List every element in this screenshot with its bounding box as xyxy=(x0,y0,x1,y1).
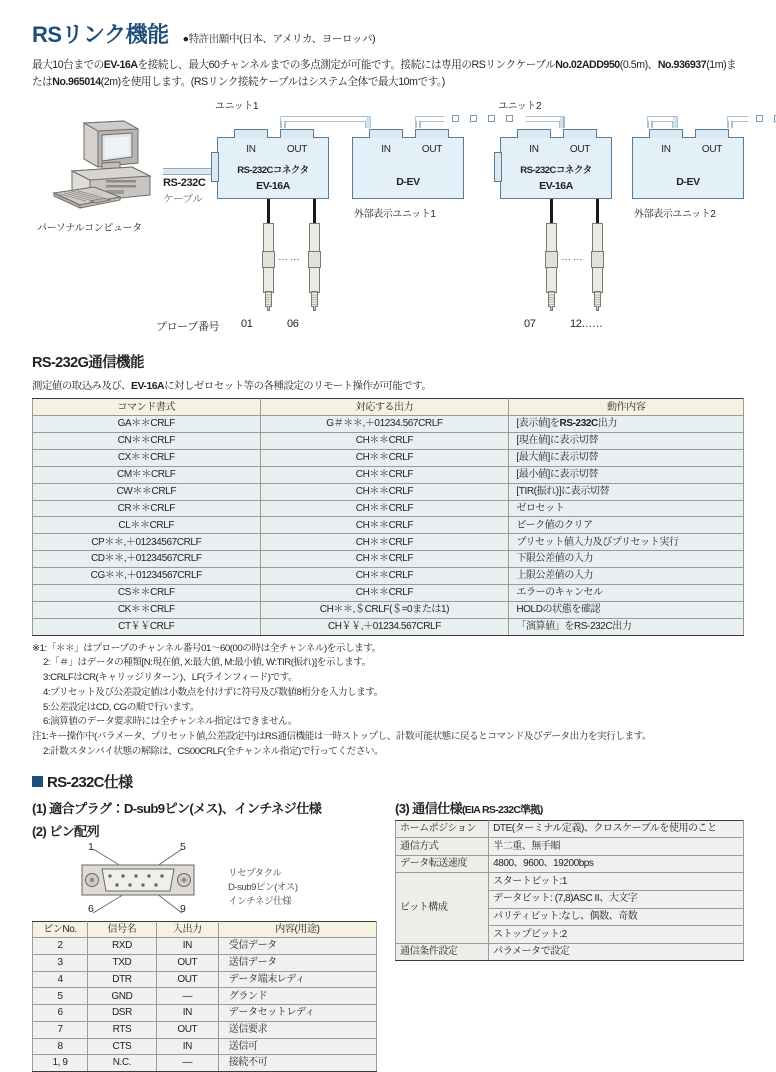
pin-table-header-row xyxy=(33,921,377,938)
cell-signal-name: RXD xyxy=(88,938,157,955)
col-description: 内容(用途) xyxy=(218,921,376,938)
col-pin-no: ピンNo. xyxy=(33,921,88,938)
cell-output: CH￥￥,＋01234.567CRLF xyxy=(260,618,509,635)
cell-io: IN xyxy=(156,1038,218,1055)
pin-assignment-table xyxy=(32,921,377,1072)
command-table-header-row xyxy=(33,399,744,416)
table-row xyxy=(33,955,377,972)
table-row xyxy=(396,873,744,891)
cell-pin-no: 8 xyxy=(33,1038,88,1055)
cell-description: グランド xyxy=(218,988,376,1005)
cell-spec-label: ホームポジション xyxy=(396,820,489,838)
table-row xyxy=(33,517,744,534)
unit2-label: ユニット2 xyxy=(498,101,542,113)
cell-signal-name: RTS xyxy=(88,1021,157,1038)
cell-pin-no: 1, 9 xyxy=(33,1055,88,1072)
cable-dash-4 xyxy=(506,115,513,122)
table-row xyxy=(33,584,744,601)
cell-description: 送信可 xyxy=(218,1038,376,1055)
cell-action: [最小値]に表示切替 xyxy=(509,466,744,483)
command-notes xyxy=(32,642,744,760)
cell-spec-value: パラメータで設定 xyxy=(489,943,744,961)
comm-sub-model: EV-16A xyxy=(131,381,165,393)
cell-command-format: CP＊＊,＋01234567CRLF xyxy=(33,534,261,551)
cell-spec-label: 通信方式 xyxy=(396,838,489,856)
col-output: 対応する出力 xyxy=(260,399,509,416)
note-7: 注1:キー操作中(パラメータ、プリセット値,公差設定中)はRS通信機能は一時ストップし、計数可能状態に戻るとコマンド及びデータ出力を実行します。 xyxy=(32,731,652,743)
table-row xyxy=(33,466,744,483)
dev-name-1: D-EV xyxy=(396,176,420,189)
note-4: 4:プリセット及び公差設定値は小数点を付けずに符号及び数値8桁分を入力します。 xyxy=(43,686,383,698)
col-command-format: コマンド書式 xyxy=(33,399,261,416)
col-action: 動作内容 xyxy=(509,399,744,416)
communication-spec-table xyxy=(395,820,744,962)
cell-output: CH＊＊CRLF xyxy=(260,517,509,534)
cell-spec-value: スタートビット:1 xyxy=(489,873,744,891)
note-2: 2:「＃」はデータの種類[N:現在値, X:最大値, M:最小値, W:TIR(振れ)]を示します。 xyxy=(43,657,371,669)
probe-06 xyxy=(309,199,320,315)
note-6: 6:演算値のデータ要求時には全チャンネル指定はできません。 xyxy=(43,716,297,728)
spec-item-3 xyxy=(395,798,744,817)
cell-pin-no: 3 xyxy=(33,955,88,972)
ev16a-name-2: EV-16A xyxy=(539,180,573,193)
cell-command-format: CT￥￥CRLF xyxy=(33,618,261,635)
lead-text-4: (1m)ま xyxy=(706,59,737,71)
table-row xyxy=(33,433,744,450)
cell-command-format: CR＊＊CRLF xyxy=(33,500,261,517)
cell-action: ゼロセット xyxy=(509,500,744,517)
comm-section-heading: RS-232G通信機能 xyxy=(32,355,144,372)
page-header xyxy=(32,0,744,46)
rs-link-diagram xyxy=(32,97,744,345)
in-port-label-1: IN xyxy=(246,144,256,156)
cell-pin-no: 6 xyxy=(33,1005,88,1022)
dsub-pin-number-9: 9 xyxy=(180,902,186,915)
lead-cable-3: No.965014 xyxy=(52,76,101,89)
probe-number-07: 07 xyxy=(524,318,536,331)
cell-action: [TIR(振れ)]に表示切替 xyxy=(509,483,744,500)
comm-sub-1: 測定値の取込み及び、 xyxy=(32,381,131,393)
dev1-caption: 外部表示ユニット1 xyxy=(354,209,436,221)
cell-io: IN xyxy=(156,1005,218,1022)
out-port-label-1: OUT xyxy=(286,144,308,156)
spec-item-3-main: (3) 通信仕様 xyxy=(395,800,462,816)
spec-heading-text: RS-232C仕様 xyxy=(47,773,133,791)
cell-io: IN xyxy=(156,938,218,955)
cell-pin-no: 2 xyxy=(33,938,88,955)
cell-pin-no: 7 xyxy=(33,1021,88,1038)
spec-item-3-sub: (EIA RS-232C準拠) xyxy=(461,803,543,816)
out-port-label-2: OUT xyxy=(421,144,443,156)
lead-text-2: を接続し、最大60チャンネルまでの多点測定が可能です。接続には専用のRSリンクケーブル xyxy=(137,59,556,71)
cell-action: [表示値]をRS-232C出力 xyxy=(509,416,744,433)
page-title: RSリンク機能 xyxy=(32,22,169,47)
cell-io: — xyxy=(156,988,218,1005)
table-row xyxy=(33,416,744,433)
table-row xyxy=(33,483,744,500)
probe-07 xyxy=(546,199,557,315)
spec-section-heading xyxy=(32,771,744,792)
cable-dash-3 xyxy=(488,115,495,122)
table-row xyxy=(396,820,744,838)
cell-spec-value: DTE(ターミナル定義)、クロスケーブルを使用のこと xyxy=(489,820,744,838)
cell-command-format: CW＊＊CRLF xyxy=(33,483,261,500)
table-row xyxy=(33,938,377,955)
cell-description: データ端末レディ xyxy=(218,971,376,988)
table-row xyxy=(33,1005,377,1022)
cell-io: OUT xyxy=(156,971,218,988)
cell-output: CH＊＊CRLF xyxy=(260,483,509,500)
cell-command-format: CS＊＊CRLF xyxy=(33,584,261,601)
table-row xyxy=(33,971,377,988)
cell-spec-label: ビット構成 xyxy=(396,873,489,943)
cell-signal-name: CTS xyxy=(88,1038,157,1055)
dsub-pin-number-6: 6 xyxy=(88,902,94,915)
cell-spec-value: ストップビット:2 xyxy=(489,926,744,944)
cell-signal-name: GND xyxy=(88,988,157,1005)
table-row xyxy=(33,568,744,585)
receptacle-line-2: D-sub9ピン(オス) xyxy=(228,881,298,893)
ev16a-connector-label-1: RS-232Cコネクタ xyxy=(237,165,309,177)
lead-text-6: (2m)を使用します。(RSリンク接続ケーブルはシステム全体で最大10mです。) xyxy=(100,76,445,89)
probe-number-12: 12…… xyxy=(570,318,603,331)
table-row xyxy=(33,1038,377,1055)
cell-spec-value: データビット: (7,8)ASC II、大文字 xyxy=(489,891,744,909)
patent-note: ●特許出願中(日本、アメリカ、ヨーロッパ) xyxy=(182,33,376,45)
in-port-label-4: IN xyxy=(661,144,671,156)
cell-command-format: GA＊＊CRLF xyxy=(33,416,261,433)
table-row xyxy=(33,551,744,568)
probe-ellipsis-2: …… xyxy=(561,252,585,264)
bullet-square-icon xyxy=(32,776,43,787)
cell-spec-value: 半二重、無手順 xyxy=(489,838,744,856)
cell-output: CH＊＊CRLF xyxy=(260,500,509,517)
cable-dash-5 xyxy=(756,115,763,122)
spec-item-1: (1) 適合プラグ：D-sub9ピン(メス)、インチネジ仕様 xyxy=(32,800,322,816)
cell-pin-no: 5 xyxy=(33,988,88,1005)
table-row xyxy=(396,855,744,873)
unit1-label: ユニット1 xyxy=(215,101,259,113)
table-row xyxy=(33,601,744,618)
cell-output: CH＊＊CRLF xyxy=(260,466,509,483)
probe-number-06: 06 xyxy=(287,318,299,331)
cell-action: ピーク値のクリア xyxy=(509,517,744,534)
dsub-pin-number-5: 5 xyxy=(180,840,186,853)
dsub-pin-number-1: 1 xyxy=(88,840,94,853)
table-row xyxy=(33,449,744,466)
probe-number-01: 01 xyxy=(241,318,253,331)
cell-command-format: CD＊＊,＋01234567CRLF xyxy=(33,551,261,568)
col-io: 入出力 xyxy=(156,921,218,938)
cell-command-format: CM＊＊CRLF xyxy=(33,466,261,483)
cell-output: G＃＊＊,＋01234.567CRLF xyxy=(260,416,509,433)
cell-output: CH＊＊CRLF xyxy=(260,534,509,551)
note-1: ※1:「＊＊」はプローブのチャンネル番号01〜60(00の時は全チャンネル)を示します。 xyxy=(32,642,381,654)
cell-io: OUT xyxy=(156,1021,218,1038)
receptacle-caption xyxy=(228,867,298,909)
receptacle-line-1: リセプタクル xyxy=(228,867,282,879)
lead-text-1: 最大10台までの xyxy=(32,59,104,71)
cell-output: CH＊＊CRLF xyxy=(260,551,509,568)
table-row xyxy=(396,838,744,856)
cell-spec-label: 通信条件設定 xyxy=(396,943,489,961)
receptacle-line-3: インチネジ仕様 xyxy=(228,895,292,907)
table-row xyxy=(33,534,744,551)
cell-io: OUT xyxy=(156,955,218,972)
lead-model: EV-16A xyxy=(103,59,138,71)
out-port-label-4: OUT xyxy=(701,144,723,156)
cell-action: HOLDの状態を確認 xyxy=(509,601,744,618)
lead-cable-1: No.02ADD950 xyxy=(555,59,620,71)
cell-output: CH＊＊CRLF xyxy=(260,433,509,450)
cell-description: 接続不可 xyxy=(218,1055,376,1072)
ev16a-connector-label-2: RS-232Cコネクタ xyxy=(520,165,592,177)
cell-action: 上限公差値の入力 xyxy=(509,568,744,585)
cable-dash-2 xyxy=(470,115,477,122)
cell-description: 送信データ xyxy=(218,955,376,972)
table-row xyxy=(396,943,744,961)
probe-12 xyxy=(592,199,603,315)
comm-sub-2: に対しゼロセット等の各種設定のリモート操作が可能です。 xyxy=(164,381,432,393)
cell-output: CH＊＊CRLF xyxy=(260,568,509,585)
spec-columns xyxy=(32,794,744,1072)
probe-01 xyxy=(263,199,274,315)
comm-section-subtitle xyxy=(32,377,744,392)
cell-description: データセットレディ xyxy=(218,1005,376,1022)
cell-signal-name: DSR xyxy=(88,1005,157,1022)
cell-spec-label: データ転送速度 xyxy=(396,855,489,873)
rs-link-cables xyxy=(32,97,776,227)
probe-number-caption: プローブ番号 xyxy=(156,321,220,334)
dev2-caption: 外部表示ユニット2 xyxy=(634,209,716,221)
note-3: 3:CRLFはCR(キャリッジリターン)、LF(ラインフィード)です。 xyxy=(43,672,298,684)
cell-action: エラーのキャンセル xyxy=(509,584,744,601)
col-signal-name: 信号名 xyxy=(88,921,157,938)
pc-caption: パーソナルコンピュータ xyxy=(37,223,142,235)
cell-action: 「演算値」をRS-232C出力 xyxy=(509,618,744,635)
cell-command-format: CL＊＊CRLF xyxy=(33,517,261,534)
cell-signal-name: DTR xyxy=(88,971,157,988)
rs232c-cable-label-1: RS-232C xyxy=(163,177,206,190)
command-table xyxy=(32,398,744,635)
cell-description: 受信データ xyxy=(218,938,376,955)
note-5: 5:公差設定はCD, CGの順で行います。 xyxy=(43,701,200,713)
cell-output: CH＊＊CRLF xyxy=(260,449,509,466)
cell-io: — xyxy=(156,1055,218,1072)
cable-dash-1 xyxy=(452,115,459,122)
spec-item-2: (2) ピン配列 xyxy=(32,823,99,839)
table-row xyxy=(33,988,377,1005)
cell-output: CH＊＊CRLF xyxy=(260,584,509,601)
out-port-label-3: OUT xyxy=(569,144,591,156)
probe-ellipsis-1: …… xyxy=(278,252,302,264)
cell-spec-value: 4800、9600、19200bps xyxy=(489,855,744,873)
dev-name-2: D-EV xyxy=(676,176,700,189)
cell-signal-name: N.C. xyxy=(88,1055,157,1072)
cell-action: 下限公差値の入力 xyxy=(509,551,744,568)
table-row xyxy=(33,618,744,635)
lead-cable-2: No.936937 xyxy=(657,59,707,71)
cell-command-format: CN＊＊CRLF xyxy=(33,433,261,450)
lead-text-5: たは xyxy=(32,76,53,89)
cell-command-format: CX＊＊CRLF xyxy=(33,449,261,466)
spec-right-column xyxy=(395,794,744,1072)
lead-text-3: (0.5m)、 xyxy=(619,59,658,71)
cell-action: [現在値]に表示切替 xyxy=(509,433,744,450)
table-row xyxy=(33,1055,377,1072)
rs232c-cable-label-2: ケーブル xyxy=(163,193,203,206)
lead-paragraph xyxy=(32,57,744,91)
cell-signal-name: TXD xyxy=(88,955,157,972)
ev16a-name-1: EV-16A xyxy=(256,180,290,193)
spec-left-column xyxy=(32,794,377,1072)
dsub-connector-illustration xyxy=(32,841,377,919)
cell-spec-value: パリティビット:なし、偶数、奇数 xyxy=(489,908,744,926)
cell-command-format: CK＊＊CRLF xyxy=(33,601,261,618)
in-port-label-2: IN xyxy=(381,144,391,156)
cell-pin-no: 4 xyxy=(33,971,88,988)
cell-description: 送信要求 xyxy=(218,1021,376,1038)
table-row xyxy=(33,500,744,517)
cell-action: [最大値]に表示切替 xyxy=(509,449,744,466)
cell-output: CH＊＊,＄CRLF(＄=0または1) xyxy=(260,601,509,618)
note-8: 2:計数スタンバイ状態の解除は、CS00CRLF(全チャンネル指定)で行ってください。 xyxy=(43,745,384,757)
in-port-label-3: IN xyxy=(529,144,539,156)
cell-command-format: CG＊＊,＋01234567CRLF xyxy=(33,568,261,585)
cell-action: プリセット値入力及びプリセット実行 xyxy=(509,534,744,551)
